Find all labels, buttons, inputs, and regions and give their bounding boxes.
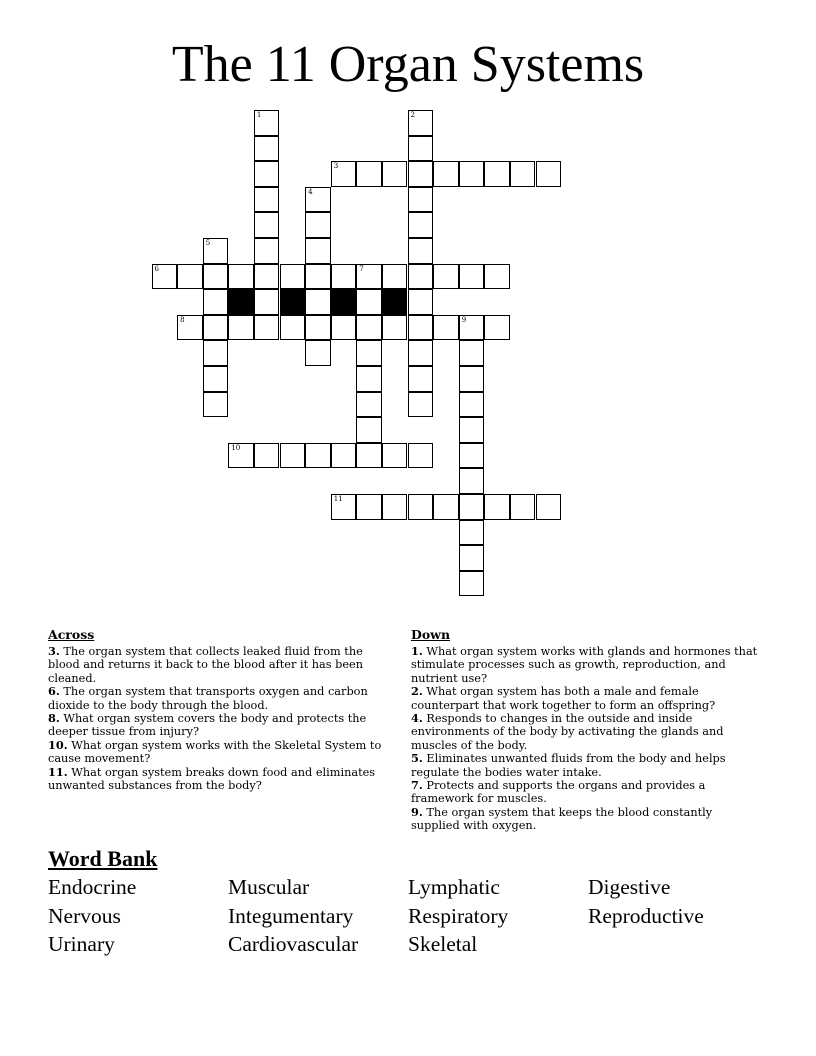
crossword-cell[interactable]: [228, 264, 254, 290]
crossword-cell[interactable]: [408, 366, 434, 392]
clue-number: 9: [461, 315, 467, 324]
clue-number: 7: [359, 264, 364, 273]
word-bank-item: Lymphatic: [408, 875, 500, 899]
clue-number: 5: [205, 239, 211, 247]
crossword-cell[interactable]: [459, 366, 485, 392]
clue-number: 4: [308, 187, 313, 196]
crossword-cell[interactable]: [305, 238, 331, 264]
crossword-cell[interactable]: [254, 187, 280, 213]
across-heading: Across: [48, 627, 95, 642]
clue-number: 3: [333, 162, 339, 171]
crossword-cell[interactable]: [254, 136, 280, 162]
down-clue-1: 1. What organ system works with glands and hormones that stimulate processes such as growth, reproduction, and nutrient use?: [411, 644, 758, 685]
crossword-cell[interactable]: [331, 494, 357, 520]
crossword-cell[interactable]: [331, 264, 357, 290]
crossword-cell[interactable]: [408, 161, 434, 187]
crossword-cell[interactable]: [459, 417, 485, 443]
crossword-cell[interactable]: [177, 264, 203, 290]
word-bank-list: [48, 873, 788, 959]
crossword-cell[interactable]: [408, 110, 434, 136]
across-clue-8: 8. What organ system covers the body and protects the deeper tissue from injury?: [48, 711, 367, 739]
black-cell: [382, 289, 408, 315]
crossword-cell[interactable]: [459, 468, 485, 494]
across-clues: [48, 627, 384, 792]
crossword-cell[interactable]: [408, 443, 434, 469]
crossword-cell[interactable]: [382, 264, 408, 290]
across-clue-10: 10. What organ system works with the Skeletal System to cause movement?: [48, 737, 382, 766]
crossword-cell[interactable]: [408, 315, 434, 341]
crossword-cell[interactable]: [408, 264, 434, 290]
crossword-cell[interactable]: [433, 494, 459, 520]
word-bank-item: Digestive: [588, 875, 671, 899]
crossword-cell[interactable]: [305, 443, 331, 469]
crossword-cell[interactable]: [382, 494, 408, 520]
clue-number: 2: [410, 111, 415, 119]
crossword-cell[interactable]: [254, 264, 280, 290]
crossword-cell[interactable]: [280, 264, 306, 290]
word-bank-item: Respiratory: [408, 903, 509, 928]
clue-number: 10: [231, 443, 241, 452]
down-clues: [411, 627, 763, 833]
crossword-cell[interactable]: [356, 494, 382, 520]
word-bank-item: Muscular: [228, 875, 310, 899]
down-clue-5: 5. Eliminates unwanted fluids from the body and helps regulate the bodies water intake.: [411, 751, 726, 779]
word-bank-item: Cardiovascular: [228, 932, 359, 956]
crossword-cell[interactable]: [254, 110, 280, 136]
crossword-cell[interactable]: [305, 264, 331, 290]
crossword-cell[interactable]: [356, 289, 382, 315]
crossword-cell[interactable]: [484, 161, 510, 187]
clue-number: 1: [256, 111, 262, 119]
crossword-cell[interactable]: [510, 494, 536, 520]
crossword-cell[interactable]: [228, 443, 254, 469]
crossword-cell[interactable]: [152, 264, 178, 290]
crossword-cell[interactable]: [280, 315, 306, 341]
word-bank-item: Skeletal: [408, 932, 478, 956]
crossword-cell[interactable]: [536, 161, 562, 187]
crossword-cell[interactable]: [408, 340, 434, 366]
crossword-cell[interactable]: [433, 315, 459, 341]
crossword-cell[interactable]: [254, 212, 280, 238]
crossword-cell[interactable]: [459, 571, 485, 597]
crossword-cell[interactable]: [484, 264, 510, 290]
crossword-cell[interactable]: [382, 443, 408, 469]
crossword-cell[interactable]: [459, 264, 485, 290]
crossword-cell[interactable]: [280, 443, 306, 469]
down-clue-4: 4. Responds to changes in the outside and inside environments of the body by activating the glands and muscles of the body.: [411, 711, 724, 752]
crossword-cell[interactable]: [203, 289, 229, 315]
down-clue-7: 7. Protects and supports the organs and provides a framework for muscles.: [411, 778, 706, 806]
down-heading: Down: [411, 627, 451, 642]
crossword-cell[interactable]: [305, 187, 331, 213]
clue-number: 6: [154, 264, 159, 273]
crossword-cell[interactable]: [484, 494, 510, 520]
crossword-cell[interactable]: [356, 264, 382, 290]
crossword-cell[interactable]: [433, 264, 459, 290]
crossword-cell[interactable]: [408, 238, 434, 264]
crossword-cell[interactable]: [203, 340, 229, 366]
crossword-cell[interactable]: [254, 289, 280, 315]
crossword-cell[interactable]: [356, 366, 382, 392]
crossword-cell[interactable]: [203, 315, 229, 341]
crossword-cell[interactable]: [203, 264, 229, 290]
crossword-cell[interactable]: [459, 494, 485, 520]
crossword-cell[interactable]: [331, 161, 357, 187]
crossword-cell[interactable]: [203, 366, 229, 392]
across-clue-11: 11. What organ system breaks down food and eliminates unwanted substances from the body?: [48, 764, 376, 793]
crossword-cell[interactable]: [356, 340, 382, 366]
crossword-cell[interactable]: [254, 161, 280, 187]
word-bank-item: Endocrine: [48, 875, 137, 899]
crossword-cell[interactable]: [331, 443, 357, 469]
crossword-cell[interactable]: [536, 494, 562, 520]
word-bank-heading: Word Bank: [48, 846, 158, 871]
black-cell: [280, 289, 306, 315]
word-bank-item: Nervous: [48, 903, 121, 928]
crossword-cell[interactable]: [408, 136, 434, 162]
black-cell: [228, 289, 254, 315]
crossword-cell[interactable]: [305, 315, 331, 341]
crossword-cell[interactable]: [254, 238, 280, 264]
crossword-cell[interactable]: [356, 443, 382, 469]
word-bank: [48, 845, 788, 959]
crossword-cell[interactable]: [408, 289, 434, 315]
down-clue-9: 9. The organ system that keeps the blood constantly supplied with oxygen.: [411, 804, 713, 833]
crossword-cell[interactable]: [356, 417, 382, 443]
crossword-cell[interactable]: [459, 520, 485, 546]
page-title: The 11 Organ Systems: [171, 36, 645, 93]
crossword-cell[interactable]: [484, 315, 510, 341]
crossword-cell[interactable]: [459, 340, 485, 366]
across-clue-3: 3. The organ system that collects leaked fluid from the blood and returns it back to the blood after it has been cleaned.: [48, 644, 363, 685]
crossword-cell[interactable]: [459, 545, 485, 571]
black-cell: [331, 289, 357, 315]
crossword-cell[interactable]: [510, 161, 536, 187]
crossword-cell[interactable]: [408, 494, 434, 520]
crossword-cell[interactable]: [356, 392, 382, 418]
crossword-cell[interactable]: [408, 392, 434, 418]
crossword-cell[interactable]: [433, 161, 459, 187]
crossword-cell[interactable]: [382, 315, 408, 341]
crossword-cell[interactable]: [459, 443, 485, 469]
crossword-cell[interactable]: [356, 161, 382, 187]
crossword-cell[interactable]: [203, 392, 229, 418]
word-bank-item: Urinary: [48, 932, 115, 956]
crossword-cell[interactable]: [382, 161, 408, 187]
crossword-cell[interactable]: [408, 187, 434, 213]
crossword-cell[interactable]: [459, 392, 485, 418]
crossword-cell[interactable]: [408, 212, 434, 238]
clue-number: 11: [333, 495, 343, 503]
crossword-cell[interactable]: [305, 340, 331, 366]
crossword-cell[interactable]: [254, 315, 280, 341]
crossword-cell[interactable]: [203, 238, 229, 264]
crossword-cell[interactable]: [459, 315, 485, 341]
down-clue-2: 2. What organ system has both a male and female counterpart that work together to form an offspring?: [411, 684, 716, 712]
crossword-cell[interactable]: [331, 315, 357, 341]
word-bank-item: Integumentary: [228, 903, 354, 928]
clue-number: 8: [180, 315, 185, 324]
crossword-cell[interactable]: [305, 212, 331, 238]
across-clue-6: 6. The organ system that transports oxygen and carbon dioxide to the body through the blood.: [48, 684, 368, 712]
word-bank-item: Reproductive: [588, 903, 704, 928]
crossword-cell[interactable]: [254, 443, 280, 469]
crossword-cell[interactable]: [459, 161, 485, 187]
crossword-cell[interactable]: [228, 315, 254, 341]
crossword-cell[interactable]: [356, 315, 382, 341]
crossword-cell[interactable]: [177, 315, 203, 341]
crossword-cell[interactable]: [305, 289, 331, 315]
